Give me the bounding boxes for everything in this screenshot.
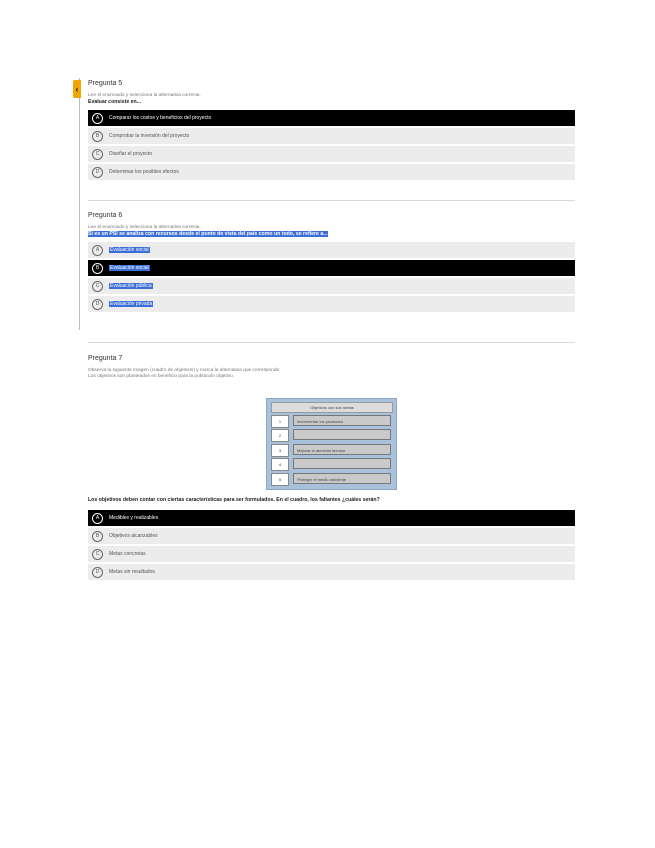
question-title: Pregunta 5	[88, 80, 123, 87]
option-c[interactable]	[88, 278, 575, 294]
figure-row	[271, 429, 392, 441]
option-b[interactable]	[88, 528, 575, 544]
figure-row-number: 1	[271, 415, 289, 428]
option-label: Comparar los costos y beneficios del proyecto	[109, 115, 212, 121]
option-label: Comprobar la inversión del proyecto	[109, 133, 190, 139]
left-rule	[79, 78, 80, 330]
figure-row-text	[293, 458, 391, 469]
figure-row	[271, 415, 392, 427]
figure-row-text: Mejorar la atención técnica	[293, 444, 391, 455]
figure-row-number: 3	[271, 444, 289, 457]
option-letter: D	[92, 299, 103, 310]
option-letter: A	[92, 113, 103, 124]
question-7-body	[88, 497, 575, 580]
question-7	[88, 355, 575, 380]
option-label: Medibles y realizables	[109, 515, 159, 521]
question-title: Pregunta 6	[88, 212, 123, 219]
option-letter: A	[92, 245, 103, 256]
option-c[interactable]	[88, 546, 575, 562]
objectives-figure	[266, 398, 397, 490]
option-letter: B	[92, 531, 103, 542]
option-letter: B	[92, 131, 103, 142]
option-b[interactable]	[88, 260, 575, 276]
option-label: Determinar los posibles efectos	[109, 169, 179, 175]
question-note: Lee el enunciado y selecciona la alternativa correcta.	[88, 225, 201, 230]
question-6	[88, 212, 575, 312]
question-text-highlight: Si es un PSI se analiza con recursos desde el punto de vista del país como un todo, se refiere a...	[88, 231, 328, 237]
question-text	[88, 231, 575, 238]
option-label: Evaluación privada	[110, 301, 153, 307]
question-title: Pregunta 7	[88, 355, 123, 362]
option-letter: B	[92, 263, 103, 274]
option-c[interactable]	[88, 146, 575, 162]
option-label: Metas sin resultados	[109, 569, 155, 575]
option-a[interactable]	[88, 110, 575, 126]
figure-row-number: 2	[271, 429, 289, 442]
figure-header: Objetivos con sus metas	[271, 402, 393, 413]
question-instruction: Observa la siguiente imagen (cuadro de objetivos) y marca la alternativa que corresponde.	[88, 368, 281, 373]
option-label: Evaluación social	[110, 247, 149, 253]
option-d[interactable]	[88, 564, 575, 580]
option-letter: D	[92, 567, 103, 578]
figure-row	[271, 444, 392, 456]
option-letter: C	[92, 281, 103, 292]
option-letter: C	[92, 149, 103, 160]
figure-row-number: 4	[271, 458, 289, 471]
figure-row	[271, 473, 392, 485]
figure-row-text	[293, 429, 391, 440]
divider	[88, 342, 575, 343]
question-text: Los objetivos deben contar con ciertas características para ser formulados. En el cuadro, los faltantes ¿cuáles serán?	[88, 497, 380, 503]
question-note: Lee el enunciado y selecciona la alternativa correcta.	[88, 93, 201, 98]
option-d[interactable]	[88, 164, 575, 180]
option-d[interactable]	[88, 296, 575, 312]
option-label: Diseñar el proyecto	[109, 151, 153, 157]
question-instruction: Los objetivos son planteados en beneficio para la población objetivo.	[88, 374, 235, 379]
option-label: Objetivos alcanzables	[109, 533, 158, 539]
divider	[88, 200, 575, 201]
figure-row-text: Incrementar los productos	[293, 415, 391, 426]
option-label: Evaluación social	[110, 265, 149, 271]
figure-row	[271, 458, 392, 470]
option-label: Evaluación pública	[110, 283, 152, 289]
option-letter: A	[92, 513, 103, 524]
option-letter: C	[92, 549, 103, 560]
chevron-left-icon[interactable]: ‹	[73, 80, 81, 98]
option-b[interactable]	[88, 128, 575, 144]
option-letter: D	[92, 167, 103, 178]
question-text: Evaluar consiste en...	[88, 99, 142, 105]
figure-row-number: 5	[271, 473, 289, 486]
question-5	[88, 80, 575, 180]
option-label: Metas concretas	[109, 551, 146, 557]
figure-row-text: Proteger el medio ambiente	[293, 473, 391, 484]
option-a[interactable]	[88, 242, 575, 258]
option-a[interactable]	[88, 510, 575, 526]
